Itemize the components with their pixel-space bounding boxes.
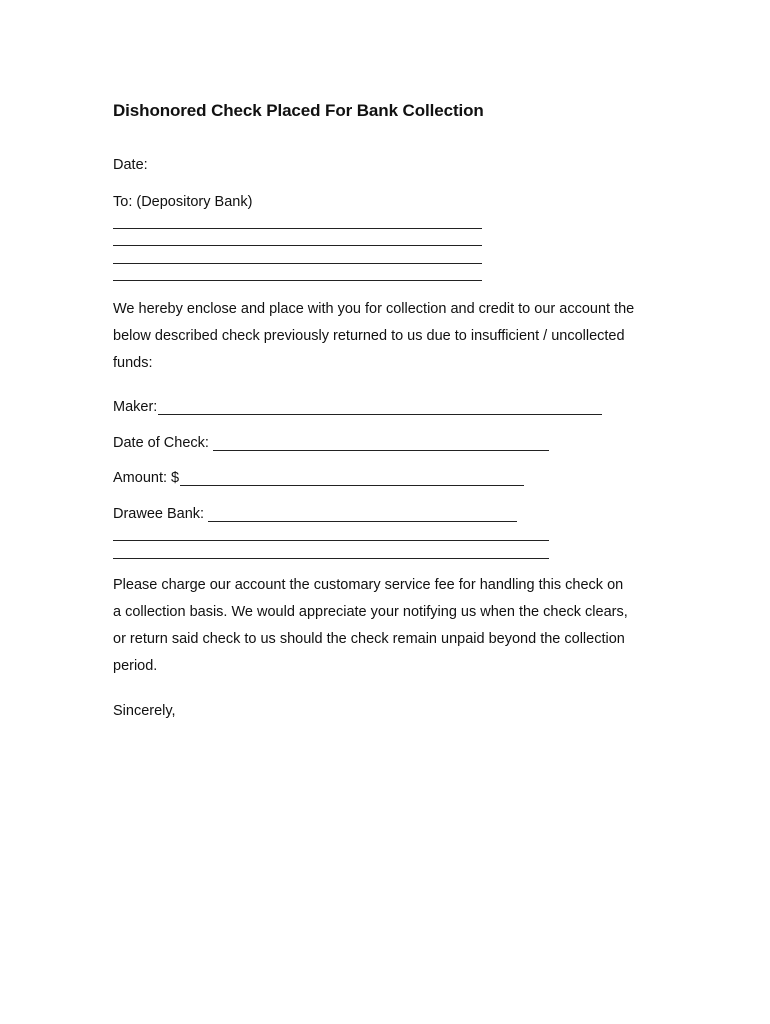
amount-field [113,469,524,486]
date-of-check-field [113,434,549,451]
address-line-4[interactable] [113,280,482,281]
date-of-check-label: Date of Check: [113,435,209,451]
closing-line: or return said check to us should the check remain unpaid beyond the collection [113,631,625,647]
address-line-1[interactable] [113,228,482,229]
maker-blank[interactable] [158,398,602,415]
amount-label: Amount: $ [113,470,180,486]
closing-paragraph [113,572,673,680]
maker-label: Maker: [113,399,158,415]
drawee-bank-blank[interactable] [208,505,517,522]
to-label: To: (Depository Bank) [113,194,253,210]
maker-field [113,398,602,415]
drawee-bank-line-2[interactable] [113,540,549,541]
intro-line: We hereby enclose and place with you for collection and credit to our account the [113,301,635,317]
amount-blank[interactable] [180,469,524,486]
address-line-3[interactable] [113,263,482,264]
address-line-2[interactable] [113,245,482,246]
closing-line: Please charge our account the customary service fee for handling this check on [113,577,624,593]
intro-paragraph [113,296,673,377]
document-title: Dishonored Check Placed For Bank Collection [113,101,484,120]
date-of-check-blank[interactable] [213,434,549,451]
intro-line: funds: [113,355,153,371]
drawee-bank-line-3[interactable] [113,558,549,559]
drawee-bank-label: Drawee Bank: [113,506,205,522]
closing-line: period. [113,658,158,674]
closing-line: a collection basis. We would appreciate your notifying us when the check clears, [113,604,628,620]
intro-line: below described check previously returned to us due to insufficient / uncollected [113,328,625,344]
date-label: Date: [113,157,148,173]
drawee-bank-field [113,505,517,522]
signoff: Sincerely, [113,703,176,719]
